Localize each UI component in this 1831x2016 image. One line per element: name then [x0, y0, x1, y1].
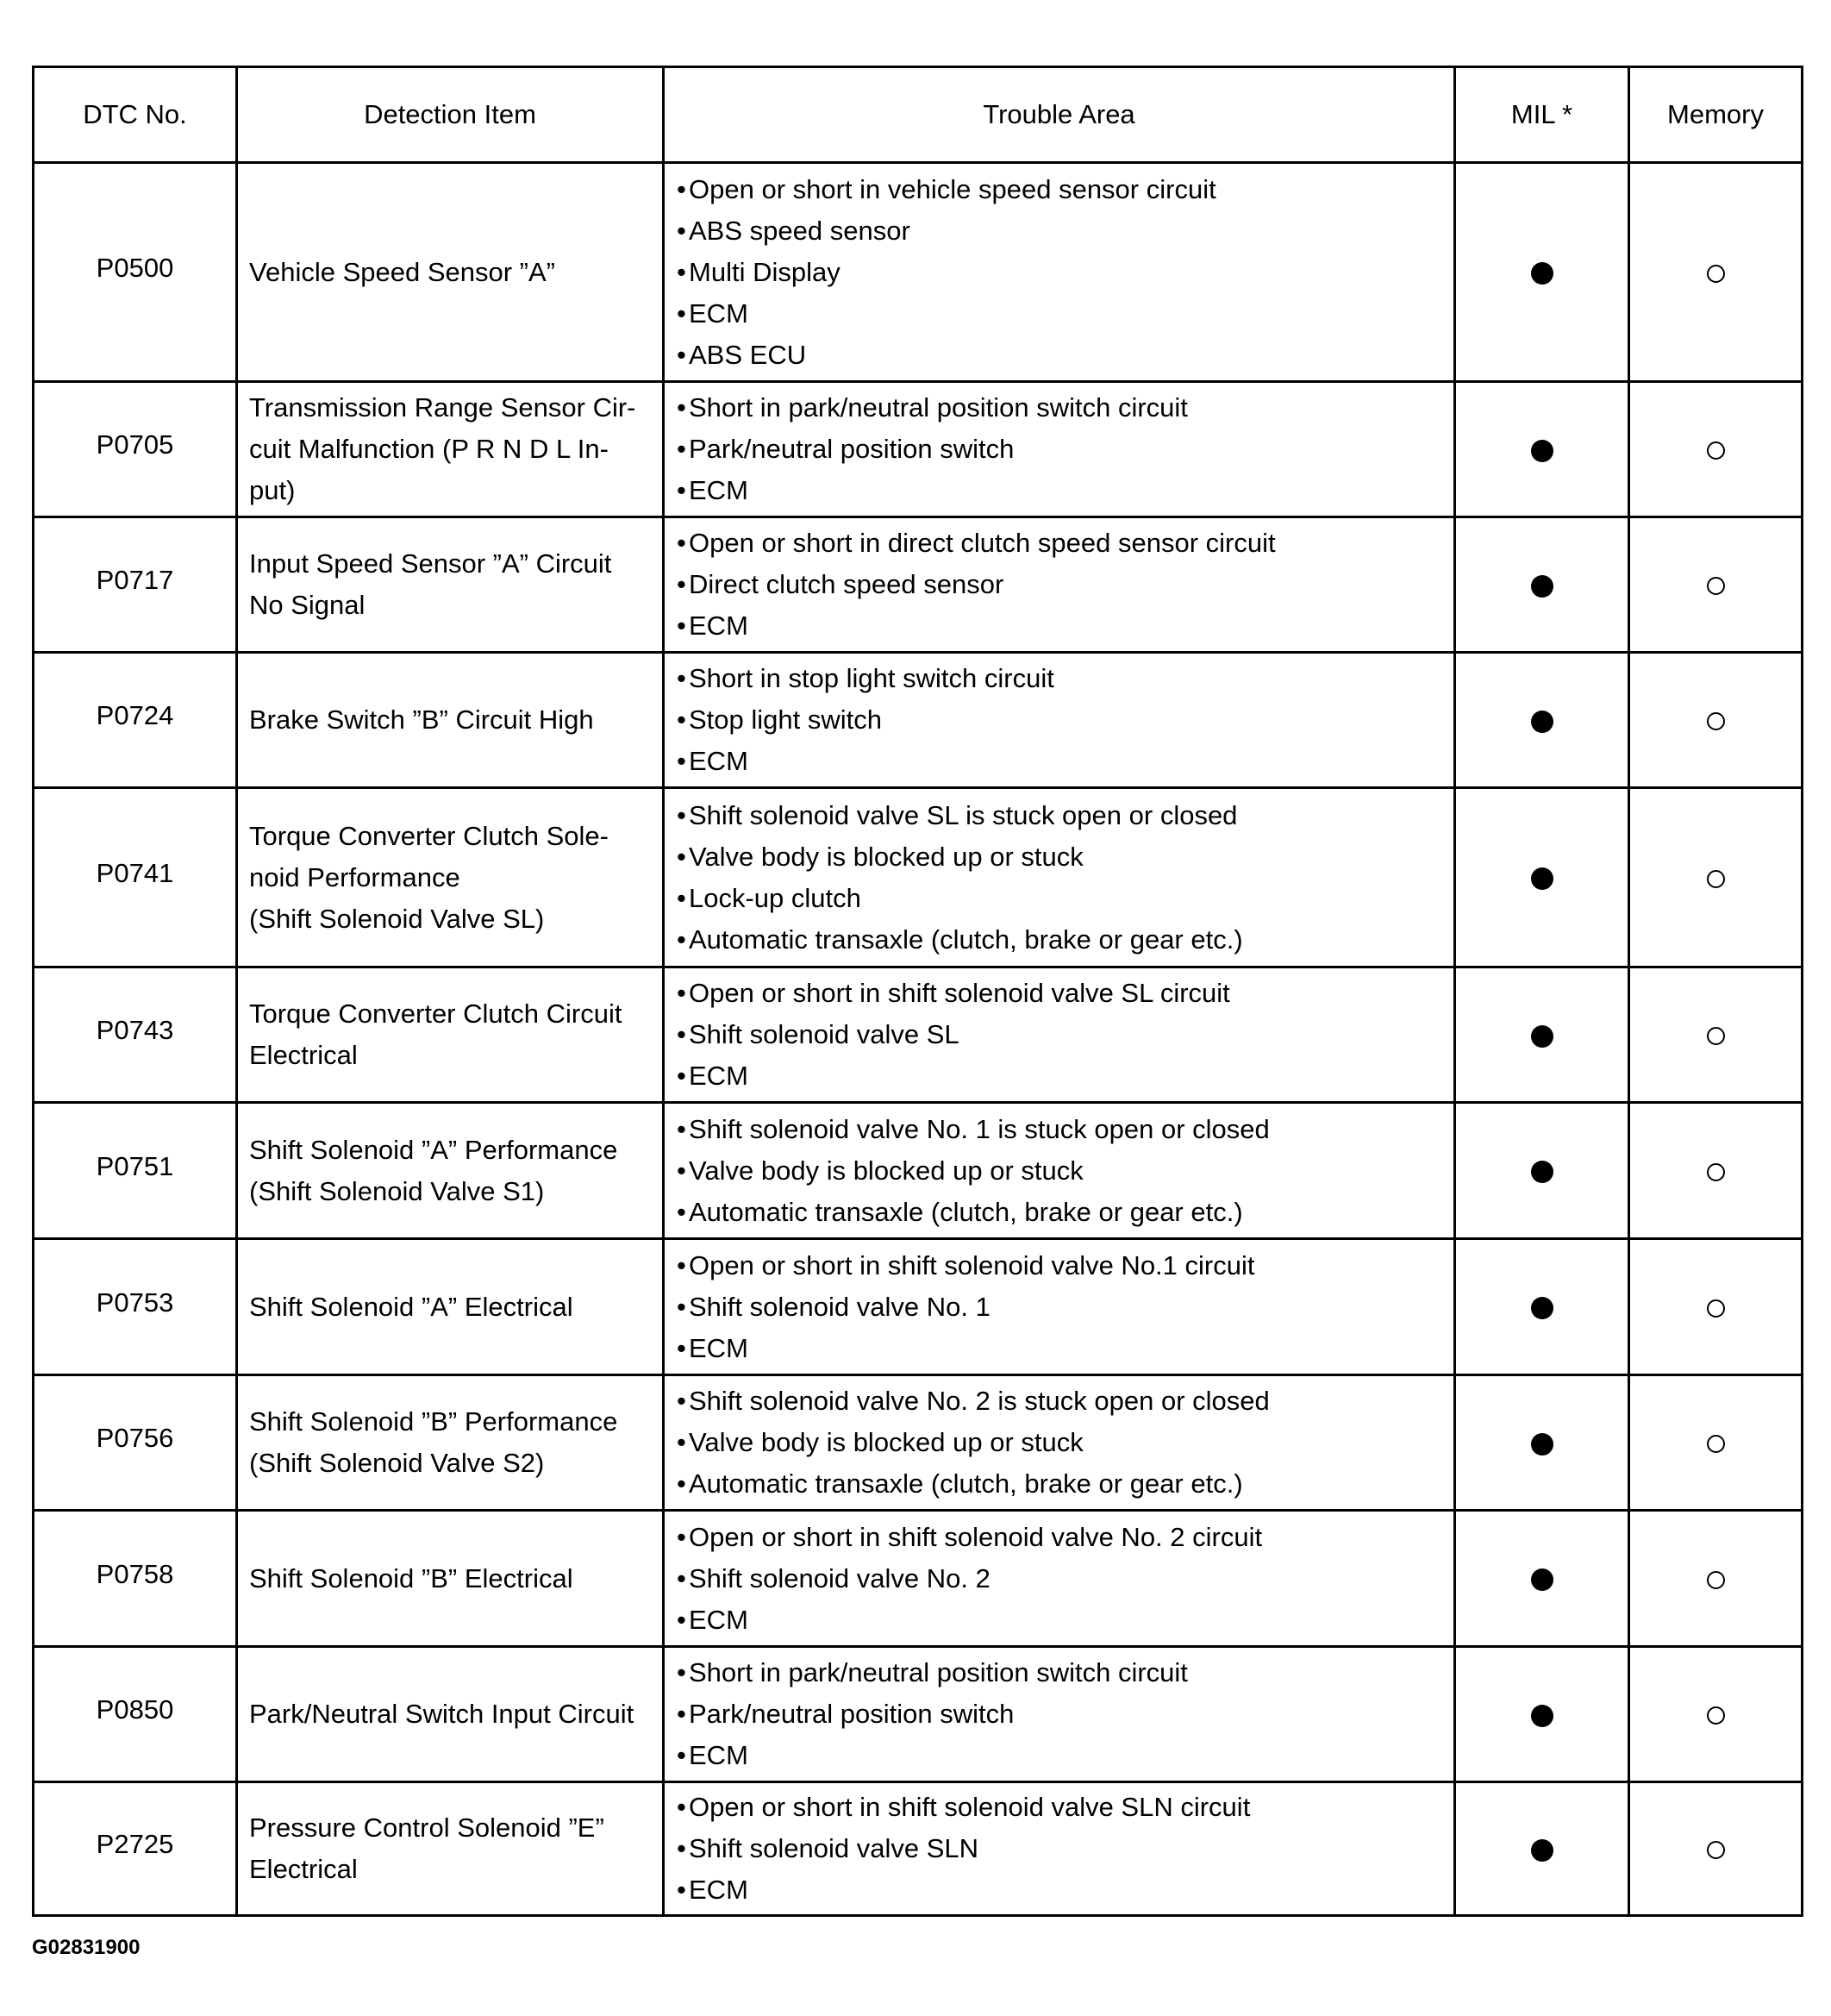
filled-circle-icon	[1531, 1161, 1553, 1183]
detection-item-cell	[237, 967, 664, 1103]
dtc-code-cell	[34, 1103, 237, 1239]
bullet-icon: •	[677, 1386, 686, 1416]
bullet-icon: •	[677, 434, 686, 464]
memory-cell	[1629, 1782, 1803, 1916]
trouble-area-item	[677, 429, 1447, 470]
trouble-area-text: ECM	[689, 1604, 748, 1635]
trouble-area-item	[677, 1245, 1447, 1287]
trouble-area-item	[677, 1109, 1447, 1150]
bullet-icon: •	[677, 1468, 686, 1499]
bullet-icon: •	[677, 297, 686, 329]
open-circle-icon	[1707, 265, 1725, 283]
bullet-icon: •	[677, 841, 686, 872]
bullet-icon: •	[677, 1113, 686, 1144]
mil-cell	[1455, 967, 1629, 1103]
trouble-area-text: Open or short in direct clutch speed sensor circuit	[689, 528, 1276, 558]
memory-cell	[1629, 1511, 1803, 1647]
trouble-area-cell	[664, 163, 1455, 382]
trouble-area-text: ABS speed sensor	[689, 215, 910, 246]
mil-cell	[1455, 653, 1629, 788]
memory-cell	[1629, 1239, 1803, 1375]
trouble-area-text: ECM	[689, 1332, 748, 1363]
dtc-code-cell	[34, 1511, 237, 1647]
table-row	[34, 517, 1803, 653]
dtc-code: P0500	[96, 252, 174, 283]
trouble-area-text: Valve body is blocked up or stuck	[689, 1155, 1084, 1186]
trouble-area-item	[677, 1055, 1447, 1097]
trouble-area-list	[677, 1787, 1447, 1911]
trouble-area-cell	[664, 1239, 1455, 1375]
bullet-icon: •	[677, 923, 686, 955]
trouble-area-list	[677, 387, 1447, 511]
bullet-icon: •	[677, 528, 686, 558]
open-circle-icon	[1707, 1299, 1725, 1318]
trouble-area-item	[677, 523, 1447, 564]
trouble-area-text: Short in park/neutral position switch circuit	[689, 1657, 1188, 1687]
trouble-area-item	[677, 169, 1447, 210]
trouble-area-list	[677, 523, 1447, 647]
trouble-area-text: Shift solenoid valve No. 1 is stuck open or closed	[689, 1113, 1270, 1144]
trouble-area-item	[677, 1287, 1447, 1328]
detection-item: Transmission Range Sensor Cir- cuit Malfunction (P R N D L In- put)	[249, 392, 636, 505]
dtc-code: P0751	[96, 1150, 174, 1181]
trouble-area-text: Valve body is blocked up or stuck	[689, 1427, 1084, 1457]
trouble-area-text: ECM	[689, 1875, 748, 1905]
detection-item: Shift Solenoid ”B” Performance (Shift Solenoid Valve S2)	[249, 1406, 618, 1478]
trouble-area-text: Short in stop light switch circuit	[689, 663, 1054, 693]
bullet-icon: •	[677, 1833, 686, 1863]
bullet-icon: •	[677, 1427, 686, 1457]
table-row	[34, 1647, 1803, 1782]
trouble-area-cell	[664, 1511, 1455, 1647]
trouble-area-text: Park/neutral position switch	[689, 1699, 1015, 1729]
filled-circle-icon	[1531, 1705, 1553, 1727]
dtc-code-cell	[34, 163, 237, 382]
mil-cell	[1455, 1511, 1629, 1647]
header-trouble-area: Trouble Area	[664, 67, 1455, 163]
bullet-icon: •	[677, 1155, 686, 1186]
trouble-area-text: Direct clutch speed sensor	[689, 569, 1004, 599]
trouble-area-text: Automatic transaxle (clutch, brake or gear etc.)	[689, 1196, 1243, 1227]
filled-circle-icon	[1531, 1839, 1553, 1862]
filled-circle-icon	[1531, 575, 1553, 598]
trouble-area-item	[677, 1517, 1447, 1558]
trouble-area-item	[677, 878, 1447, 919]
dtc-code-cell	[34, 382, 237, 517]
trouble-area-item	[677, 795, 1447, 836]
trouble-area-text: Shift solenoid valve No. 1	[689, 1291, 990, 1322]
dtc-code: P0758	[96, 1558, 174, 1589]
open-circle-icon	[1707, 1027, 1725, 1045]
bullet-icon: •	[677, 1249, 686, 1280]
trouble-area-item	[677, 1869, 1447, 1911]
detection-item: Shift Solenoid ”A” Electrical	[249, 1291, 573, 1322]
trouble-area-text: ECM	[689, 610, 748, 641]
memory-cell	[1629, 517, 1803, 653]
trouble-area-item	[677, 335, 1447, 376]
memory-cell	[1629, 653, 1803, 788]
mil-cell	[1455, 1647, 1629, 1782]
table-row	[34, 1375, 1803, 1511]
detection-item: Shift Solenoid ”A” Performance (Shift Solenoid Valve S1)	[249, 1134, 618, 1206]
table-row	[34, 1239, 1803, 1375]
dtc-code-cell	[34, 517, 237, 653]
trouble-area-cell	[664, 1647, 1455, 1782]
trouble-area-text: Shift solenoid valve SL is stuck open or closed	[689, 799, 1238, 830]
trouble-area-item	[677, 1150, 1447, 1192]
trouble-area-item	[677, 1694, 1447, 1735]
bullet-icon: •	[677, 256, 686, 287]
bullet-icon: •	[677, 1740, 686, 1770]
open-circle-icon	[1707, 577, 1725, 595]
trouble-area-text: Short in park/neutral position switch circuit	[689, 392, 1188, 423]
dtc-code: P0741	[96, 857, 174, 888]
trouble-area-item	[677, 1463, 1447, 1505]
bullet-icon: •	[677, 569, 686, 599]
trouble-area-cell	[664, 788, 1455, 967]
mil-cell	[1455, 1375, 1629, 1511]
dtc-code-cell	[34, 1375, 237, 1511]
trouble-area-list	[677, 973, 1447, 1097]
dtc-code: P0850	[96, 1694, 174, 1725]
bullet-icon: •	[677, 663, 686, 693]
table-row	[34, 653, 1803, 788]
dtc-code-cell	[34, 1782, 237, 1916]
detection-item: Shift Solenoid ”B” Electrical	[249, 1562, 573, 1593]
dtc-code: P0753	[96, 1287, 174, 1318]
trouble-area-item	[677, 387, 1447, 429]
bullet-icon: •	[677, 1699, 686, 1729]
open-circle-icon	[1707, 1163, 1725, 1181]
trouble-area-item	[677, 1192, 1447, 1233]
detection-item-cell	[237, 1511, 664, 1647]
trouble-area-cell	[664, 1103, 1455, 1239]
bullet-icon: •	[677, 1604, 686, 1635]
bullet-icon: •	[677, 1061, 686, 1091]
table-row	[34, 1511, 1803, 1647]
memory-cell	[1629, 163, 1803, 382]
table-row	[34, 788, 1803, 967]
trouble-area-item	[677, 1600, 1447, 1641]
mil-cell	[1455, 382, 1629, 517]
trouble-area-item	[677, 919, 1447, 961]
bullet-icon: •	[677, 392, 686, 423]
trouble-area-item	[677, 1558, 1447, 1600]
header-mil: MIL *	[1455, 67, 1629, 163]
detection-item-cell	[237, 1239, 664, 1375]
trouble-area-text: Shift solenoid valve SLN	[689, 1833, 979, 1863]
trouble-area-text: Open or short in shift solenoid valve SLN circuit	[689, 1792, 1251, 1822]
trouble-area-item	[677, 699, 1447, 741]
trouble-area-text: ABS ECU	[689, 339, 807, 370]
dtc-code-cell	[34, 967, 237, 1103]
trouble-area-cell	[664, 382, 1455, 517]
trouble-area-item	[677, 1787, 1447, 1828]
trouble-area-item	[677, 1381, 1447, 1422]
table-body	[34, 163, 1803, 1916]
bullet-icon: •	[677, 704, 686, 735]
trouble-area-item	[677, 564, 1447, 605]
dtc-code-cell	[34, 1239, 237, 1375]
header-row	[34, 67, 1803, 163]
bullet-icon: •	[677, 1657, 686, 1687]
table-row	[34, 1782, 1803, 1916]
detection-item-cell	[237, 163, 664, 382]
bullet-icon: •	[677, 1196, 686, 1227]
filled-circle-icon	[1531, 1433, 1553, 1456]
open-circle-icon	[1707, 1571, 1725, 1589]
mil-cell	[1455, 1782, 1629, 1916]
mil-cell	[1455, 1239, 1629, 1375]
bullet-icon: •	[677, 173, 686, 204]
trouble-area-text: Multi Display	[689, 256, 841, 287]
trouble-area-text: ECM	[689, 1740, 748, 1770]
bullet-icon: •	[677, 339, 686, 370]
open-circle-icon	[1707, 441, 1725, 460]
trouble-area-item	[677, 1735, 1447, 1776]
trouble-area-item	[677, 293, 1447, 335]
table-row	[34, 382, 1803, 517]
trouble-area-text: Open or short in shift solenoid valve No. 2 circuit	[689, 1521, 1263, 1552]
trouble-area-text: ECM	[689, 475, 748, 505]
header-detection-item: Detection Item	[237, 67, 664, 163]
header-memory: Memory	[1629, 67, 1803, 163]
bullet-icon: •	[677, 1792, 686, 1822]
bullet-icon: •	[677, 799, 686, 830]
trouble-area-cell	[664, 1375, 1455, 1511]
trouble-area-text: ECM	[689, 746, 748, 776]
filled-circle-icon	[1531, 440, 1553, 462]
memory-cell	[1629, 788, 1803, 967]
trouble-area-item	[677, 470, 1447, 511]
detection-item-cell	[237, 1782, 664, 1916]
open-circle-icon	[1707, 1435, 1725, 1453]
trouble-area-list	[677, 169, 1447, 376]
dtc-code: P0756	[96, 1423, 174, 1453]
trouble-area-text: ECM	[689, 297, 748, 329]
table-row	[34, 1103, 1803, 1239]
filled-circle-icon	[1531, 262, 1553, 285]
dtc-code-cell	[34, 653, 237, 788]
table-row	[34, 163, 1803, 382]
detection-item-cell	[237, 1375, 664, 1511]
trouble-area-text: Automatic transaxle (clutch, brake or gear etc.)	[689, 1468, 1243, 1499]
bullet-icon: •	[677, 1019, 686, 1049]
bullet-icon: •	[677, 746, 686, 776]
bullet-icon: •	[677, 1875, 686, 1905]
bullet-icon: •	[677, 1562, 686, 1593]
filled-circle-icon	[1531, 711, 1553, 733]
detection-item: Torque Converter Clutch Sole- noid Performance (Shift Solenoid Valve SL)	[249, 820, 609, 934]
dtc-code: P0705	[96, 429, 174, 460]
trouble-area-item	[677, 1828, 1447, 1869]
mil-cell	[1455, 1103, 1629, 1239]
filled-circle-icon	[1531, 1568, 1553, 1591]
detection-item-cell	[237, 788, 664, 967]
bullet-icon: •	[677, 882, 686, 913]
trouble-area-list	[677, 795, 1447, 961]
detection-item-cell	[237, 517, 664, 653]
memory-cell	[1629, 1103, 1803, 1239]
bullet-icon: •	[677, 978, 686, 1008]
trouble-area-cell	[664, 517, 1455, 653]
memory-cell	[1629, 1375, 1803, 1511]
dtc-code: P0717	[96, 565, 174, 595]
detection-item: Pressure Control Solenoid ”E” Electrical	[249, 1813, 604, 1884]
header-dtc: DTC No.	[34, 67, 237, 163]
dtc-code: P2725	[96, 1829, 174, 1859]
trouble-area-item	[677, 1652, 1447, 1694]
trouble-area-list	[677, 1517, 1447, 1641]
table-row	[34, 967, 1803, 1103]
filled-circle-icon	[1531, 1025, 1553, 1048]
trouble-area-list	[677, 1245, 1447, 1369]
trouble-area-text: Open or short in shift solenoid valve SL circuit	[689, 978, 1230, 1008]
trouble-area-text: Lock-up clutch	[689, 882, 861, 913]
memory-cell	[1629, 382, 1803, 517]
open-circle-icon	[1707, 712, 1725, 730]
filled-circle-icon	[1531, 1297, 1553, 1319]
dtc-code-cell	[34, 788, 237, 967]
trouble-area-text: ECM	[689, 1061, 748, 1091]
dtc-code-cell	[34, 1647, 237, 1782]
detection-item: Vehicle Speed Sensor ”A”	[249, 256, 555, 287]
trouble-area-item	[677, 1014, 1447, 1055]
trouble-area-item	[677, 658, 1447, 699]
memory-cell	[1629, 1647, 1803, 1782]
dtc-code: P0724	[96, 700, 174, 730]
trouble-area-text: Shift solenoid valve No. 2 is stuck open or closed	[689, 1386, 1270, 1416]
detection-item: Input Speed Sensor ”A” Circuit No Signal	[249, 548, 612, 620]
trouble-area-text: Valve body is blocked up or stuck	[689, 841, 1084, 872]
trouble-area-text: Open or short in shift solenoid valve No.1 circuit	[689, 1249, 1255, 1280]
bullet-icon: •	[677, 1521, 686, 1552]
filled-circle-icon	[1531, 867, 1553, 890]
bullet-icon: •	[677, 1291, 686, 1322]
trouble-area-item	[677, 210, 1447, 252]
trouble-area-item	[677, 1422, 1447, 1463]
trouble-area-cell	[664, 1782, 1455, 1916]
trouble-area-cell	[664, 967, 1455, 1103]
bullet-icon: •	[677, 610, 686, 641]
memory-cell	[1629, 967, 1803, 1103]
open-circle-icon	[1707, 1841, 1725, 1859]
trouble-area-item	[677, 1328, 1447, 1369]
trouble-area-list	[677, 1652, 1447, 1776]
bullet-icon: •	[677, 475, 686, 505]
dtc-code: P0743	[96, 1015, 174, 1045]
dtc-table	[32, 66, 1803, 1917]
open-circle-icon	[1707, 870, 1725, 888]
trouble-area-item	[677, 605, 1447, 647]
detection-item-cell	[237, 382, 664, 517]
trouble-area-item	[677, 973, 1447, 1014]
open-circle-icon	[1707, 1706, 1725, 1725]
trouble-area-item	[677, 836, 1447, 878]
trouble-area-text: Shift solenoid valve SL	[689, 1019, 959, 1049]
detection-item: Park/Neutral Switch Input Circuit	[249, 1699, 634, 1729]
trouble-area-item	[677, 741, 1447, 782]
trouble-area-text: Park/neutral position switch	[689, 434, 1015, 464]
bullet-icon: •	[677, 1332, 686, 1363]
trouble-area-text: Automatic transaxle (clutch, brake or gear etc.)	[689, 923, 1243, 955]
figure-id: G02831900	[32, 1936, 141, 1959]
trouble-area-text: Shift solenoid valve No. 2	[689, 1562, 990, 1593]
mil-cell	[1455, 163, 1629, 382]
trouble-area-item	[677, 252, 1447, 293]
detection-item: Torque Converter Clutch Circuit Electrical	[249, 999, 622, 1070]
detection-item-cell	[237, 1103, 664, 1239]
trouble-area-list	[677, 1381, 1447, 1505]
trouble-area-list	[677, 1109, 1447, 1233]
trouble-area-text: Open or short in vehicle speed sensor circuit	[689, 173, 1216, 204]
trouble-area-list	[677, 658, 1447, 782]
mil-cell	[1455, 517, 1629, 653]
detection-item-cell	[237, 1647, 664, 1782]
trouble-area-text: Stop light switch	[689, 704, 882, 735]
bullet-icon: •	[677, 215, 686, 246]
mil-cell	[1455, 788, 1629, 967]
detection-item-cell	[237, 653, 664, 788]
detection-item: Brake Switch ”B” Circuit High	[249, 704, 594, 735]
trouble-area-cell	[664, 653, 1455, 788]
